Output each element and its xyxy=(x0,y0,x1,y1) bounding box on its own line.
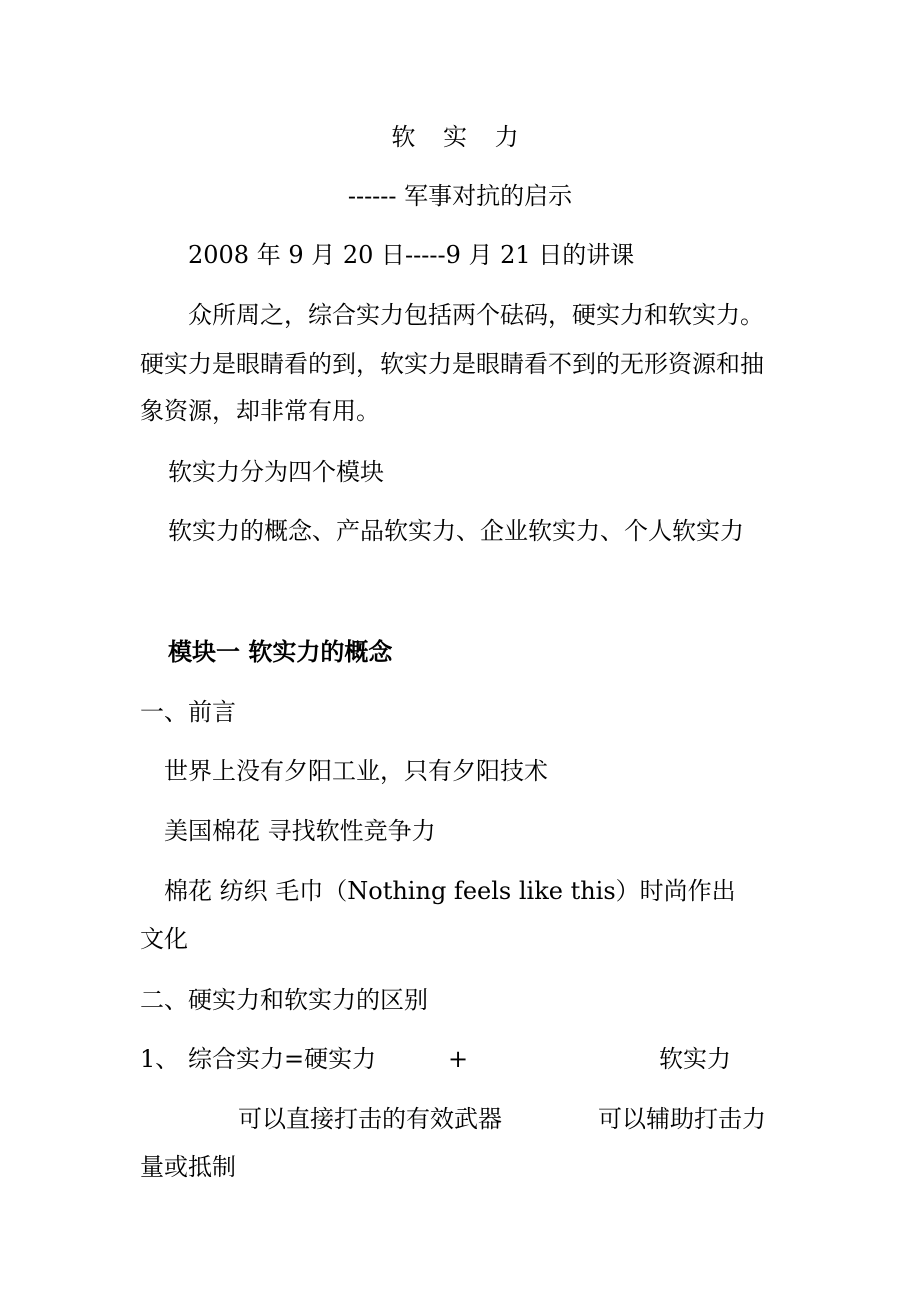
modules-intro: 软实力分为四个模块 xyxy=(168,458,384,486)
section2-heading: 二、硬实力和软实力的区别 xyxy=(140,986,428,1014)
item1-hard-description: 可以直接打击的有效武器 xyxy=(238,1105,502,1133)
document-subtitle: ------ 军事对抗的启示 xyxy=(347,182,573,210)
document-title: 软 实 力 xyxy=(391,123,529,151)
section1-line-1: 世界上没有夕阳工业，只有夕阳技术 xyxy=(164,757,548,785)
intro-paragraph-line-3: 象资源，却非常有用。 xyxy=(140,397,380,425)
item1-soft-description: 可以辅助打击力 xyxy=(598,1105,766,1133)
section1-line-2: 美国棉花 寻找软性竞争力 xyxy=(164,817,436,845)
intro-paragraph-line-1: 众所周之，综合实力包括两个砝码，硬实力和软实力。 xyxy=(188,301,764,329)
date-line: 2008 年 9 月 20 日-----9 月 21 日的讲课 xyxy=(188,241,635,269)
item1-plus: + xyxy=(448,1045,469,1073)
section1-line-3: 棉花 纺织 毛巾（Nothing feels like this）时尚作出 xyxy=(164,877,736,905)
item1-formula: 综合实力=硬实力 xyxy=(188,1045,377,1073)
modules-list: 软实力的概念、产品软实力、企业软实力、个人软实力 xyxy=(168,517,744,545)
section1-heading: 一、前言 xyxy=(140,698,236,726)
item1-number: 1、 xyxy=(140,1045,180,1073)
module1-heading: 模块一 软实力的概念 xyxy=(168,637,393,666)
item1-soft: 软实力 xyxy=(659,1045,731,1073)
intro-paragraph-line-2: 硬实力是眼睛看的到，软实力是眼睛看不到的无形资源和抽 xyxy=(140,350,764,378)
section1-line-4: 文化 xyxy=(140,925,188,953)
item1-soft-description-continued: 量或抵制 xyxy=(140,1153,236,1181)
